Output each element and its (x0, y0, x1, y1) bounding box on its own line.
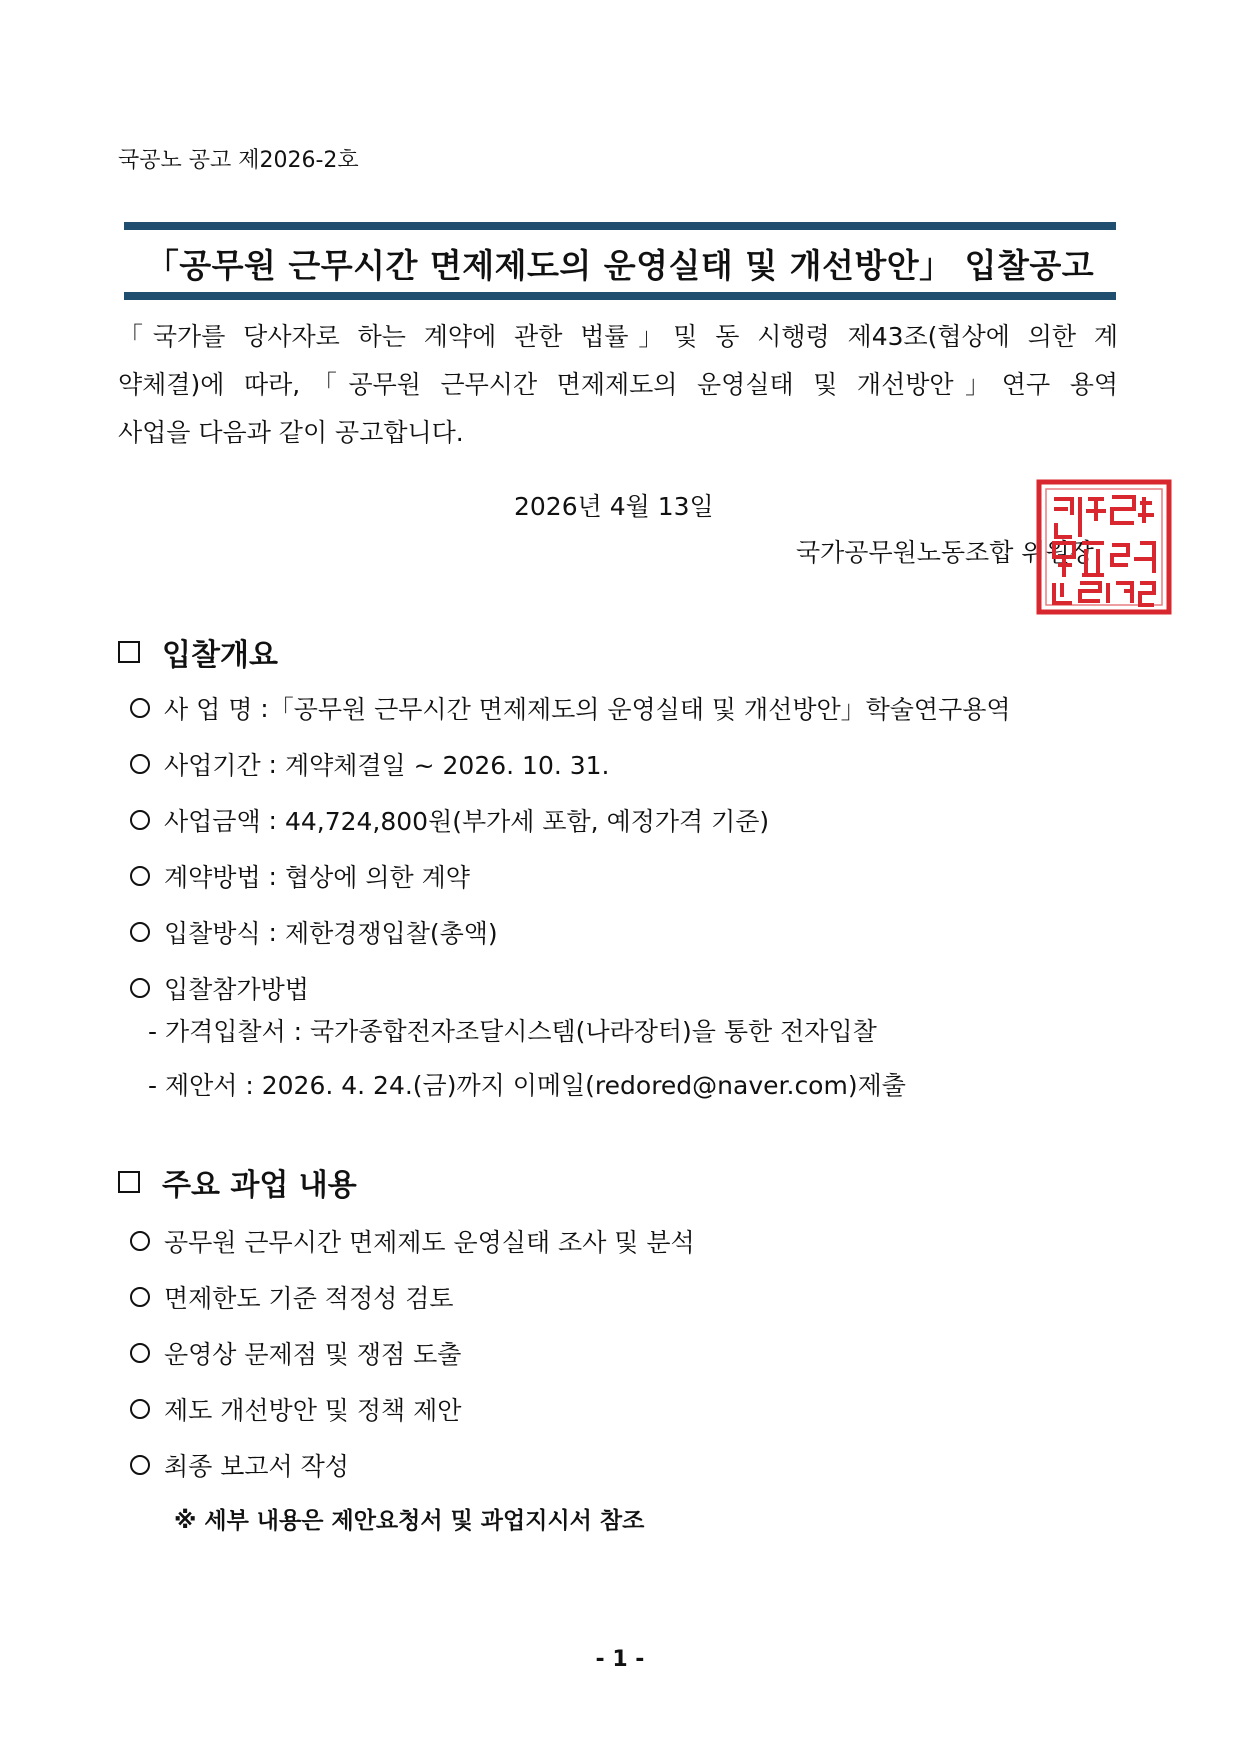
task-item (130, 1335, 461, 1371)
overview-item-participation (130, 970, 309, 1006)
section-overview-label: 입찰개요 (162, 638, 278, 673)
item-separator: : (252, 693, 269, 723)
reference-note: ※ 세부 내용은 제안요청서 및 과업지시서 참조 (174, 1508, 645, 1534)
task-text: 최종 보고서 작성 (164, 1452, 349, 1481)
task-text: 공무원 근무시간 면제제도 운영실태 조사 및 분석 (164, 1228, 695, 1257)
circle-bullet-icon (130, 1455, 150, 1475)
item-label: 계약방법 (164, 863, 261, 892)
section-overview-title (118, 630, 278, 674)
item-label: 사 업 명 (164, 695, 253, 724)
overview-item-period (130, 746, 610, 782)
notice-date: 2026년 4월 13일 (514, 492, 714, 521)
issuer-name: 국가공무원노동조합 위원장 (796, 538, 1094, 567)
circle-bullet-icon (130, 1287, 150, 1307)
item-separator: : (260, 805, 285, 835)
item-value: 44,724,800원(부가세 포함, 예정가격 기준) (284, 807, 770, 836)
intro-line-2: 약체결)에 따라,「공무원 근무시간 면제제도의 운영실태 및 개선방안」연구 용역 (118, 370, 1118, 399)
title-rule-bottom (124, 292, 1116, 300)
task-text: 운영상 문제점 및 쟁점 도출 (164, 1340, 462, 1369)
circle-bullet-icon (130, 1231, 150, 1251)
document-title: 「공무원 근무시간 면제제도의 운영실태 및 개선방안」 입찰공고 (145, 246, 1095, 285)
overview-item-project-name (130, 690, 1011, 726)
overview-item-amount (130, 802, 769, 838)
participation-price-bid: - 가격입찰서 : 국가종합전자조달시스템(나라장터)을 통한 전자입찰 (148, 1017, 877, 1046)
square-bullet-icon (118, 1171, 140, 1193)
overview-item-contract-method (130, 858, 470, 894)
task-item (130, 1391, 461, 1427)
participation-proposal: - 제안서 : 2026. 4. 24.(금)까지 이메일(redored@naver.com)제출 (148, 1071, 906, 1100)
circle-bullet-icon (130, 1343, 150, 1363)
item-separator: : (260, 861, 285, 891)
circle-bullet-icon (130, 866, 150, 886)
circle-bullet-icon (130, 1399, 150, 1419)
square-bullet-icon (118, 641, 140, 663)
task-item (130, 1223, 695, 1259)
intro-paragraph (118, 313, 1118, 457)
task-item (130, 1447, 349, 1483)
circle-bullet-icon (130, 978, 150, 998)
task-text: 제도 개선방안 및 정책 제안 (164, 1396, 462, 1425)
item-separator: : (260, 917, 285, 947)
item-value: 「공무원 근무시간 면제제도의 운영실태 및 개선방안」학술연구용역 (268, 695, 1011, 724)
overview-item-bid-type (130, 914, 498, 950)
notice-number: 국공노 공고 제2026-2호 (118, 148, 359, 173)
circle-bullet-icon (130, 754, 150, 774)
section-tasks-title (118, 1160, 357, 1204)
item-label: 입찰방식 (164, 919, 261, 948)
item-label: 입찰참가방법 (164, 975, 309, 1004)
title-rule-top (124, 222, 1116, 230)
item-separator: : (260, 749, 285, 779)
circle-bullet-icon (130, 922, 150, 942)
page-number: - 1 - (595, 1647, 645, 1672)
official-seal-stamp (1036, 479, 1172, 615)
task-text: 면제한도 기준 적정성 검토 (164, 1284, 454, 1313)
section-tasks-label: 주요 과업 내용 (162, 1168, 357, 1203)
circle-bullet-icon (130, 698, 150, 718)
item-label: 사업기간 (164, 751, 261, 780)
item-value: 제한경쟁입찰(총액) (284, 919, 498, 948)
intro-line-3: 사업을 다음과 같이 공고합니다. (118, 418, 464, 447)
item-label: 사업금액 (164, 807, 261, 836)
item-value: 협상에 의한 계약 (284, 863, 470, 892)
item-value: 계약체결일 ~ 2026. 10. 31. (284, 751, 610, 780)
intro-line-1: 「국가를 당사자로 하는 계약에 관한 법률」및 동 시행령 제43조(협상에 의한 계 (118, 322, 1118, 351)
task-item (130, 1279, 454, 1315)
circle-bullet-icon (130, 810, 150, 830)
